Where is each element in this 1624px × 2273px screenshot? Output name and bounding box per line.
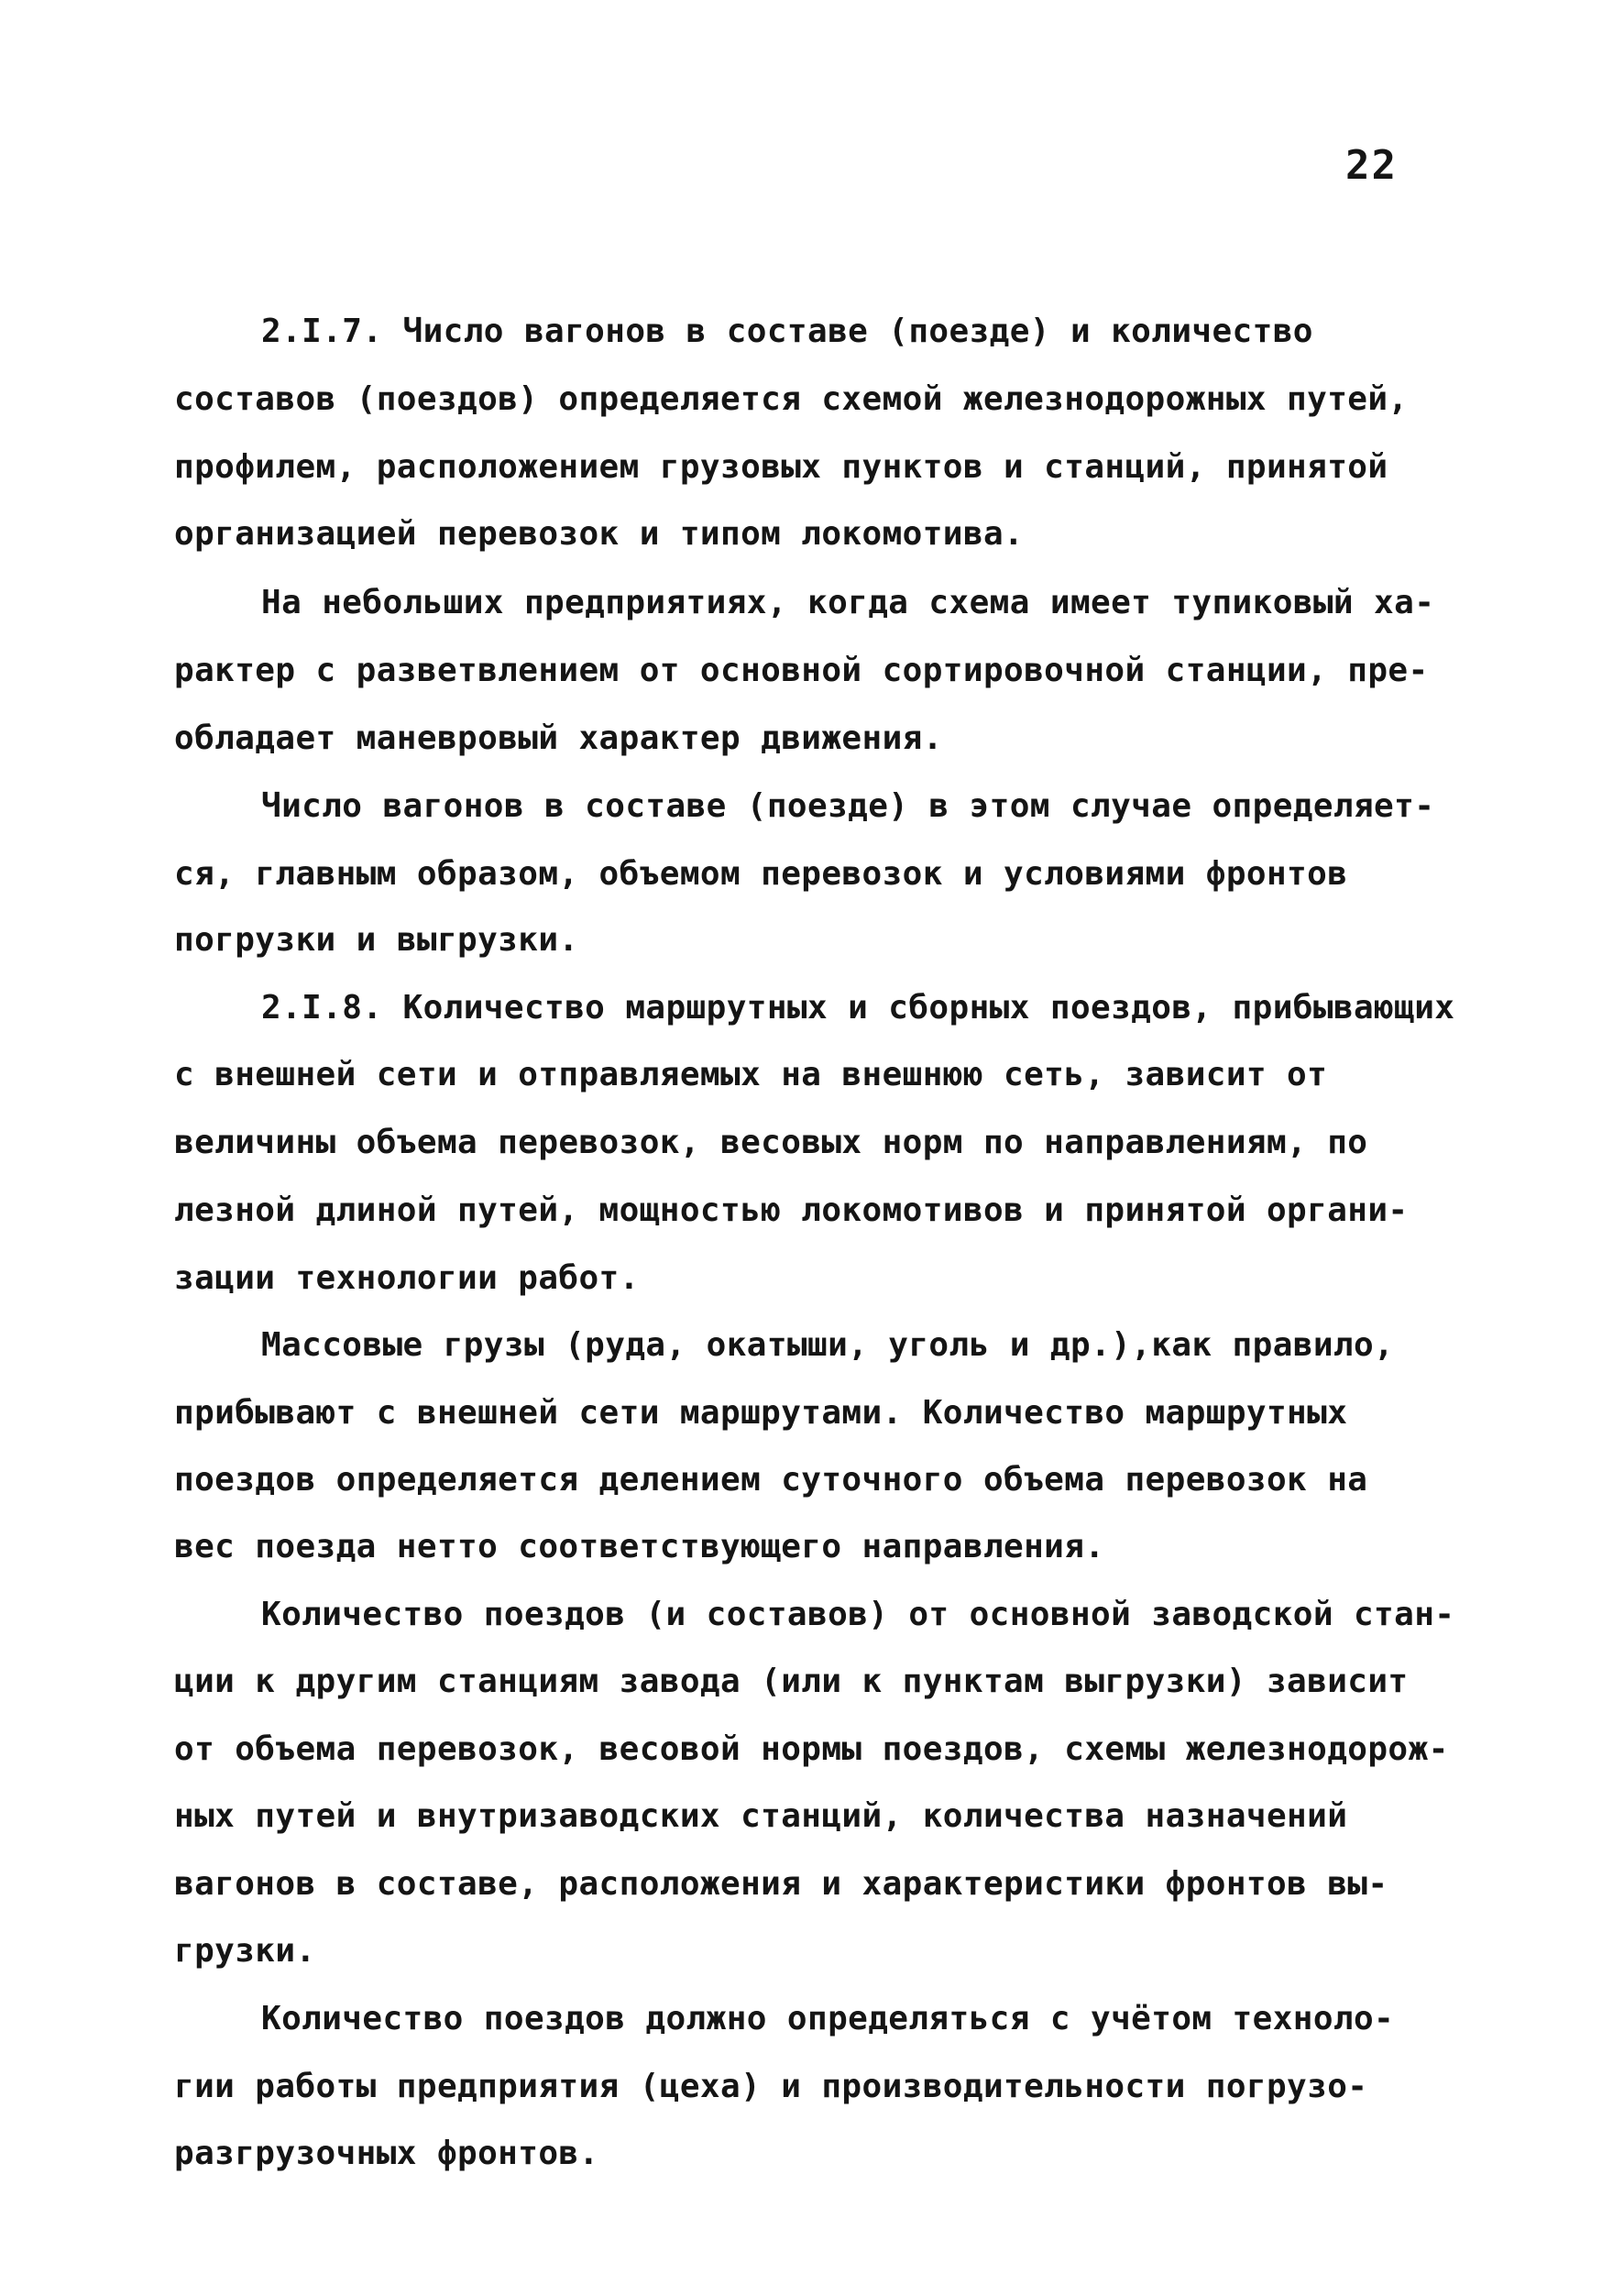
text-line: лезной длиной путей, мощностью локомотивов и принятой органи-	[174, 1191, 1409, 1229]
text-line: Число вагонов в составе (поезде) в этом случае определяет-	[261, 787, 1435, 825]
text-line: 2.I.7. Число вагонов в составе (поезде) и количество	[261, 313, 1313, 350]
text-line: ся, главным образом, объемом перевозок и условиями фронтов	[174, 855, 1348, 893]
text-line: вес поезда нетто соответствующего направления.	[174, 1528, 1105, 1565]
text-line: 2.I.8. Количество маршрутных и сборных поездов, прибывающих	[261, 989, 1455, 1027]
text-line: профилем, расположением грузовых пунктов и станций, принятой	[174, 448, 1388, 486]
text-line: поездов определяется делением суточного объема перевозок на	[174, 1461, 1368, 1499]
text-line: организацией перевозок и типом локомотива.	[174, 515, 1025, 553]
text-line: погрузки и выгрузки.	[174, 921, 579, 959]
text-line: с внешней сети и отправляемых на внешнюю сеть, зависит от	[174, 1056, 1328, 1093]
text-line: грузки.	[174, 1932, 316, 1970]
text-line: ции к другим станциям завода (или к пунктам выгрузки) зависит	[174, 1663, 1409, 1700]
text-line: от объема перевозок, весовой нормы поездов, схемы железнодорож-	[174, 1730, 1449, 1768]
text-line: рактер с разветвлением от основной сортировочной станции, пре-	[174, 652, 1429, 689]
text-line: разгрузочных фронтов.	[174, 2135, 599, 2172]
text-line: величины объема перевозок, весовых норм по направлениям, по	[174, 1124, 1368, 1161]
text-line: составов (поездов) определяется схемой железнодорожных путей,	[174, 380, 1409, 418]
text-line: вагонов в составе, расположения и характеристики фронтов вы-	[174, 1865, 1388, 1903]
text-line: Массовые грузы (руда, окатыши, уголь и др.),как правило,	[261, 1326, 1395, 1364]
text-line: прибывают с внешней сети маршрутами. Количество маршрутных	[174, 1394, 1348, 1432]
text-line: Количество поездов должно определяться с учётом техноло-	[261, 2000, 1395, 2037]
page-number: 22	[1345, 142, 1398, 189]
text-line: гии работы предприятия (цеха) и производительности погрузо-	[174, 2068, 1368, 2105]
text-line: Количество поездов (и составов) от основной заводской стан-	[261, 1596, 1455, 1633]
text-line: зации технологии работ.	[174, 1259, 640, 1297]
text-line: На небольших предприятиях, когда схема имеет тупиковый ха-	[261, 584, 1435, 621]
text-line: обладает маневровый характер движения.	[174, 719, 943, 757]
text-line: ных путей и внутризаводских станций, количества назначений	[174, 1797, 1348, 1835]
